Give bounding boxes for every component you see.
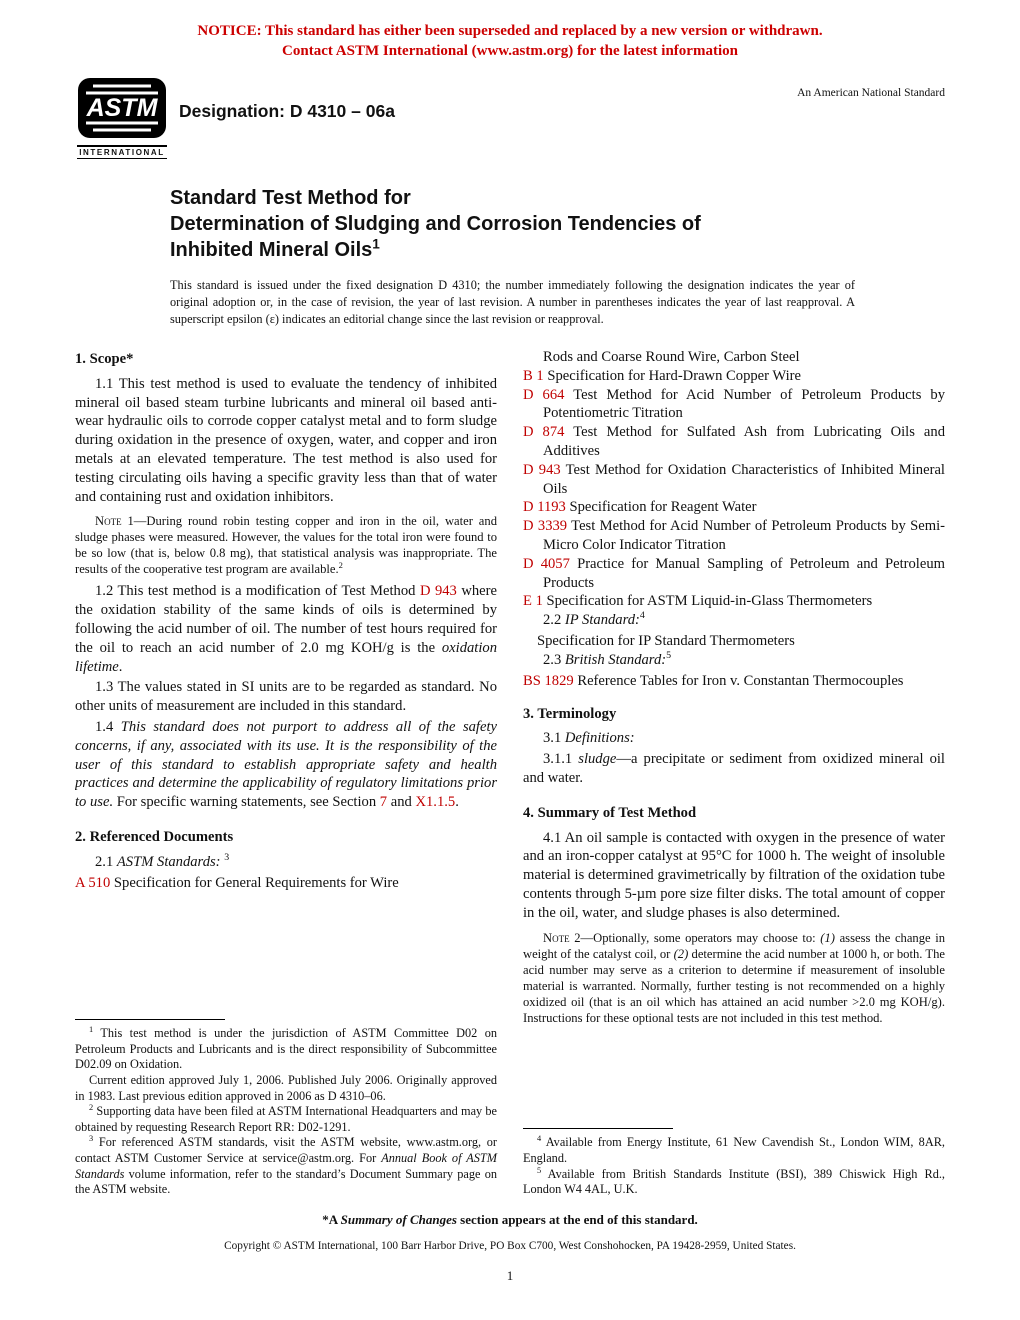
reference-a510: A 510 Specification for General Requirements for Wire: [75, 874, 399, 891]
reference-a510-continuation: Rods and Coarse Round Wire, Carbon Steel: [543, 348, 800, 365]
title-line1: Standard Test Method for: [170, 187, 411, 209]
footnote-1: $^1$ This test method is under the jurisdiction of ASTM Committee D02 on Petroleum Products and Lubricants and is the direct responsibility of Subcommittee D02.09 on Oxidation.: [75, 1025, 497, 1072]
left-column: [75, 348, 497, 1198]
section-4-heading: 4. Summary of Test Method: [523, 804, 697, 821]
astm-logo-subtext: INTERNATIONAL: [77, 145, 167, 159]
reference-d874: D 874 Test Method for Sulfated Ash from Lubricating Oils and Additives: [523, 424, 945, 459]
paragraph-2-1: 2.1 ASTM Standards: $^3$: [95, 852, 230, 870]
standard-link-bs1829[interactable]: BS 1829: [523, 672, 574, 689]
standard-link-d4057[interactable]: D 4057: [523, 555, 570, 572]
paragraph-4-1: 4.1 An oil sample is contacted with oxygen in the presence of water and an iron-copper catalyst at 95°C for 1000 h. The weight of insoluble material is determined gravimetrically by filtration of the oxidation tube contents through 5-µm pore size filter disks. The total amount of copper in the oil, water, and sludge phases is also determined.: [523, 829, 945, 921]
right-column: [523, 348, 945, 1198]
standard-link-d664[interactable]: D 664: [523, 386, 565, 403]
standard-link-e1[interactable]: E 1: [523, 593, 543, 610]
paragraph-2-3: 2.3 British Standard:$^5$: [543, 650, 672, 668]
standard-link-a510[interactable]: A 510: [75, 874, 111, 891]
paragraph-2-2: 2.2 IP Standard:$^4$: [543, 610, 645, 629]
reference-d1193: D 1193 Specification for Reagent Water: [523, 499, 757, 516]
footnote-5: $^5$ Available from British Standards Institute (BSI), 389 Chiswick High Rd., London W4 4AL, U.K.: [523, 1165, 945, 1197]
standard-link-d3339[interactable]: D 3339: [523, 518, 568, 535]
footnote-3: $^3$ For referenced ASTM standards, visit the ASTM website, www.astm.org, or contact ASTM Customer Service at service@astm.org. For Annual Book of ASTM Standards volume information, refer to the standard’s Document Summary page on the ASTM website.: [75, 1134, 497, 1197]
footnote-rule: [523, 1128, 673, 1129]
title-block: [170, 185, 945, 263]
title-line2: Determination of Sludging and Corrosion Tendencies of: [170, 213, 701, 235]
section-link-x115[interactable]: X1.1.5: [415, 794, 456, 811]
right-footnotes: [523, 1128, 945, 1197]
astm-logo-icon: [77, 77, 167, 139]
reference-e1: E 1 Specification for ASTM Liquid-in-Glass Thermometers: [523, 593, 873, 610]
two-column-body: [75, 348, 945, 1198]
footnote-4: $^4$ Available from Energy Institute, 61 New Cavendish St., London WIM, 8AR, England.: [523, 1134, 945, 1166]
paragraph-1-2: 1.2 This test method is a modification of Test Method D 943 where the oxidation stability of the same kinds of oils is determined by following the acid number of oil. The number of test hours required for the oil to reach an acid number of 2.0 mg KOH/g is the oxidation lifetime.: [75, 583, 497, 675]
summary-of-changes-note: *A Summary of Changes section appears at the end of this standard.: [322, 1211, 698, 1227]
standard-link-d1193[interactable]: D 1193: [523, 499, 566, 516]
section-3-heading: 3. Terminology: [523, 705, 617, 722]
reference-d943: D 943 Test Method for Oxidation Characteristics of Inhibited Mineral Oils: [523, 461, 945, 497]
paragraph-3-1: 3.1 Definitions:: [543, 730, 635, 747]
notice-line2: Contact ASTM International (www.astm.org) for the latest information: [282, 42, 738, 59]
reference-b1: B 1 Specification for Hard-Drawn Copper Wire: [523, 367, 801, 384]
footnote-2: $^2$ Supporting data have been filed at ASTM International Headquarters and may be obtained by requesting Research Report RR: D02-1291.: [75, 1103, 497, 1134]
reference-d3339: D 3339 Test Method for Acid Number of Petroleum Products by Semi-Micro Color Indicator Titration: [523, 518, 945, 554]
preamble: This standard is issued under the fixed designation D 4310; the number immediately following the designation indicates the year of original adoption or, in the case of revision, the year of last revision. A number in parentheses indicates the year of last reapproval. A superscript epsilon (ε) indicates an editorial change since the last revision or reapproval.: [170, 278, 855, 326]
copyright-line: Copyright © ASTM International, 100 Barr Harbor Drive, PO Box C700, West Conshohocken, PA 19428-2959, United States.: [224, 1239, 796, 1252]
left-footnotes: [75, 1019, 497, 1198]
national-standard-label: An American National Standard: [797, 87, 945, 99]
paragraph-1-1: 1.1 This test method is used to evaluate the tendency of inhibited mineral oil based steam turbine lubricants and mineral oil based anti-wear hydraulic oils to corrode copper catalyst metal and to form sludge during oxidation in the presence of oxygen, water, and copper and iron metals at an elevated temperature. The test method is also used for testing circulating oils having a specific gravity less than that of water and containing rust and oxidation inhibitors.: [75, 375, 497, 505]
section-link-7[interactable]: 7: [379, 794, 388, 811]
paragraph-1-4: 1.4 This standard does not purport to address all of the safety concerns, if any, associated with its use. It is the responsibility of the user of this standard to establish appropriate safety and health practices and determine the applicability of regulatory limitations prior to use. For specific warning statements, see Section 7 and X1.1.5.: [75, 719, 497, 811]
reference-bs1829: BS 1829 Reference Tables for Iron v. Constantan Thermocouples: [523, 672, 904, 689]
section-2-heading: 2. Referenced Documents: [75, 829, 234, 846]
document-header: [75, 77, 945, 165]
page-number: 1: [506, 1267, 514, 1283]
ip-spec-line: Specification for IP Standard Thermometers: [537, 633, 795, 650]
notice-line1: NOTICE: This standard has either been superseded and replaced by a new version or withdrawn.: [197, 23, 823, 39]
reference-d4057: D 4057 Practice for Manual Sampling of Petroleum and Petroleum Products: [523, 555, 945, 591]
standard-link-d943b[interactable]: D 943: [523, 461, 561, 478]
svg-text:ASTM: ASTM: [86, 94, 158, 122]
title-line3: Inhibited Mineral Oils$^1$: [170, 236, 380, 261]
page-footer: [0, 1212, 1020, 1284]
reference-d664: D 664 Test Method for Acid Number of Petroleum Products by Potentiometric Titration: [523, 386, 945, 422]
paragraph-1-3: 1.3 The values stated in SI units are to be regarded as standard. No other units of measurement are included in this standard.: [75, 679, 497, 715]
footnote-rule: [75, 1019, 225, 1020]
paragraph-3-1-1: 3.1.1 sludge—a precipitate or sediment from oxidized mineral oil and water.: [523, 751, 945, 786]
superseded-notice: [0, 0, 1020, 61]
note-2: Note 2—Optionally, some operators may choose to: (1) assess the change in weight of the catalyst coil, or (2) determine the acid number at 1000 h, or both. The acid number may serve as a criterion to determine if measurement of insoluble material is warranted. Normally, further testing is not recommended on a highly oxidized oil (that is an oil which has attained an acid number >2.0 mg KOH/g). Instructions for these optional tests are not included in this test method.: [523, 930, 945, 1025]
standard-link-d874[interactable]: D 874: [523, 424, 565, 441]
section-1-heading: 1. Scope*: [75, 350, 134, 367]
astm-logo: [77, 77, 167, 159]
standard-link-b1[interactable]: B 1: [523, 367, 544, 384]
footnote-1b: Current edition approved July 1, 2006. Published July 2006. Originally approved in 1983. Last previous edition approved in 2006 as D 4310–06.: [75, 1073, 497, 1103]
note-1: Note 1—During round robin testing copper and iron in the oil, water and sludge phases were measured. However, the values for the total iron were found to be so low (that is, below 0.8 mg), that statistical analysis was inappropriate. The results of the cooperative test program are available.$^2$: [75, 514, 497, 577]
designation: Designation: D 4310 – 06a: [179, 101, 395, 121]
standard-link-d943[interactable]: D 943: [419, 583, 457, 600]
